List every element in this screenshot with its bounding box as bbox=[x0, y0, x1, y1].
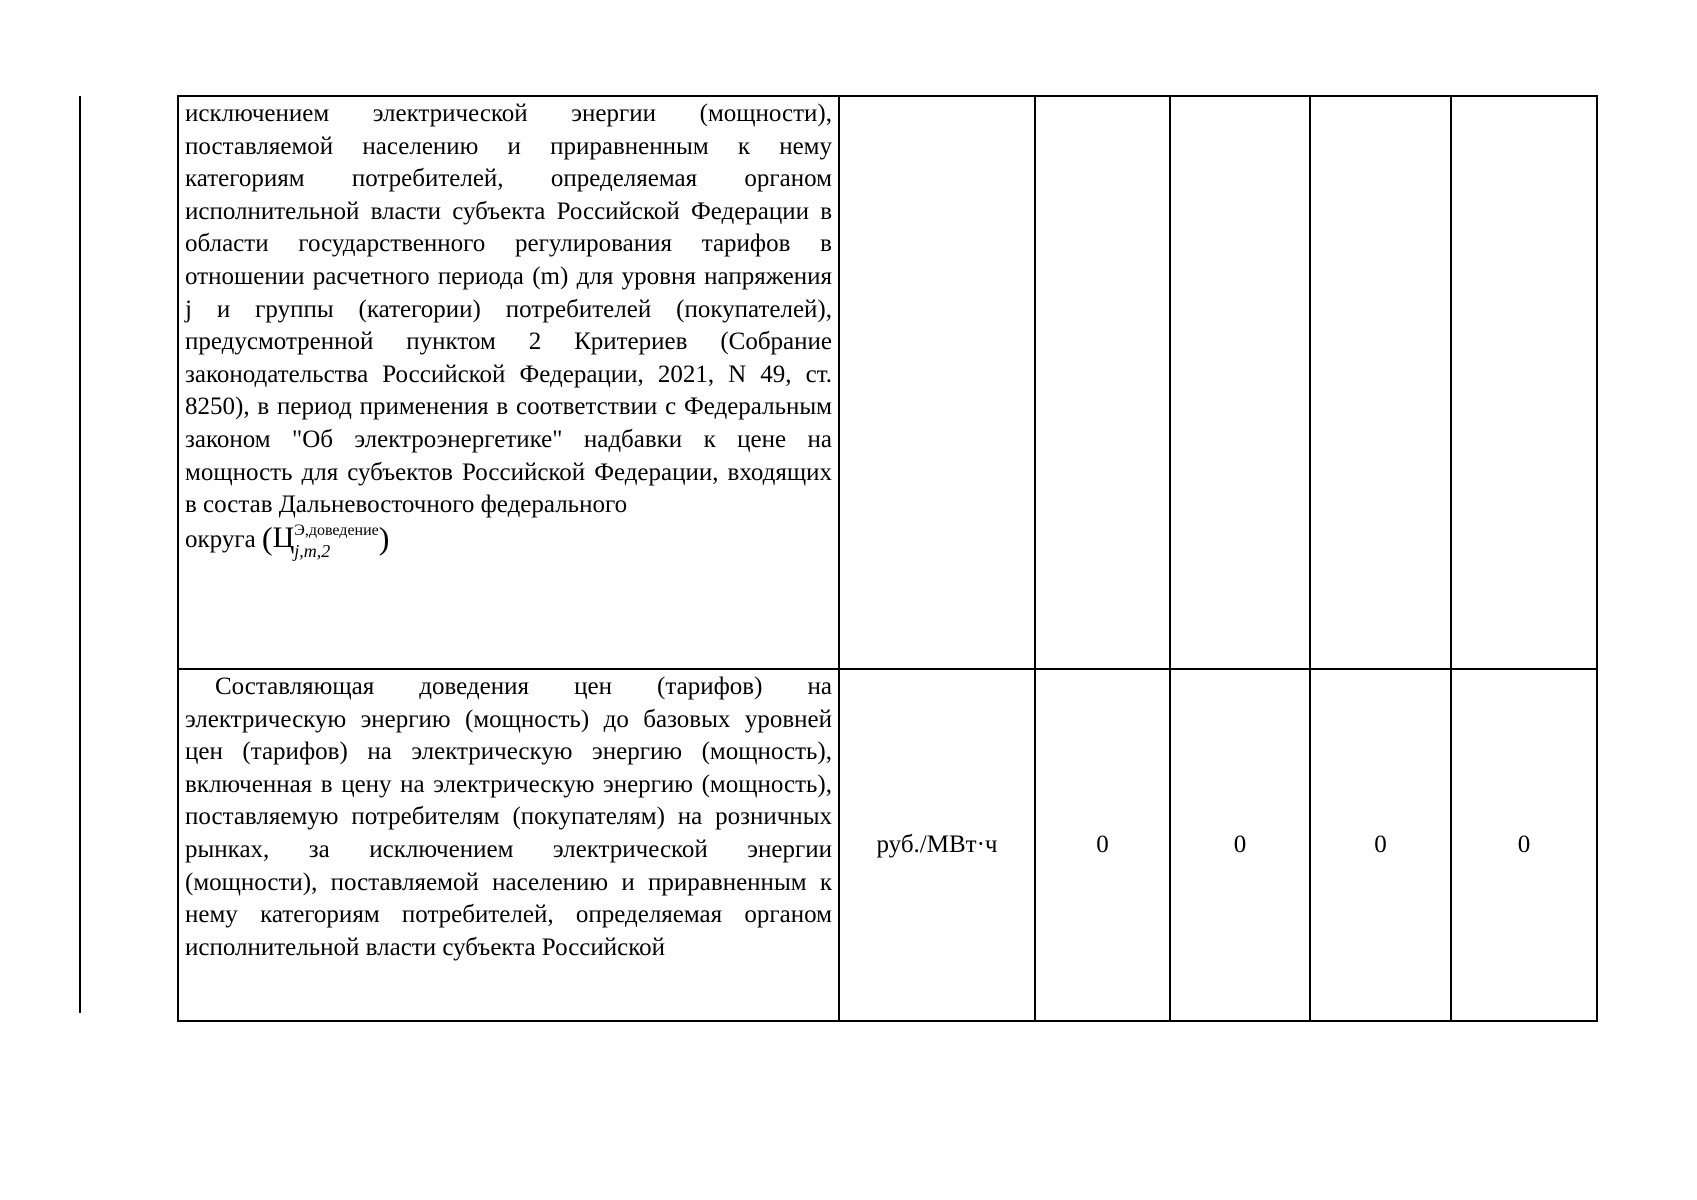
description-cell bbox=[178, 669, 839, 1021]
value-cell bbox=[1310, 96, 1451, 669]
formula-superscript: Э,доведение bbox=[294, 521, 379, 539]
value-cell bbox=[1035, 96, 1170, 669]
description-cell bbox=[178, 96, 839, 669]
value-cell: 0 bbox=[1310, 669, 1451, 1021]
formula-close-paren: ) bbox=[378, 519, 390, 556]
left-margin-line bbox=[79, 96, 81, 1013]
description-last-word: округа bbox=[185, 525, 256, 553]
description-text: исключением электрической энергии (мощности), поставляемой населению и приравненным к нему категориям потребителей, определяемая органом исполнительной власти субъекта Российской Федерации в области государственного регулирования тарифов в отношении расчетного периода (m) для уровня напряжения j и группы (категории) потребителей (покупателей), предусмотренной пунктом 2 Критериев (Собрание законодательства Российской Федерации, 2021, N 49, ст. 8250), в период применения в соответствии с Федеральным законом "Об электроэнергетике" надбавки к цене на мощность для субъектов Российской Федерации, входящих в состав Дальневосточного федерального bbox=[185, 100, 832, 519]
unit-cell bbox=[839, 96, 1035, 669]
price-formula bbox=[261, 519, 390, 561]
value-cell: 0 bbox=[1170, 669, 1310, 1021]
table-row bbox=[178, 96, 1597, 669]
value-cell: 0 bbox=[1451, 669, 1597, 1021]
description-text-end bbox=[185, 519, 832, 561]
description-text: Составляющая доведения цен (тарифов) на электрическую энергию (мощность) до базовых уровней цен (тарифов) на электрическую энергию (мощность), включенная в цену на электрическую энергию (мощность), поставляемую потребителям (покупателям) на розничных рынках, за исключением электрической энергии (мощности), поставляемой населению и приравненным к нему категориям потребителей, определяемая органом исполнительной власти субъекта Российской bbox=[185, 673, 832, 961]
value-cell bbox=[1170, 96, 1310, 669]
formula-subscript: j,m,2 bbox=[294, 540, 331, 561]
formula-letter: Ц bbox=[272, 520, 295, 554]
value-cell: 0 bbox=[1035, 669, 1170, 1021]
unit-cell: руб./МВт·ч bbox=[839, 669, 1035, 1021]
value-cell bbox=[1451, 96, 1597, 669]
table-row bbox=[178, 669, 1597, 1021]
formula-open-paren: ( bbox=[261, 519, 273, 556]
tariff-table bbox=[177, 95, 1598, 1022]
formula-scripts bbox=[294, 522, 379, 560]
